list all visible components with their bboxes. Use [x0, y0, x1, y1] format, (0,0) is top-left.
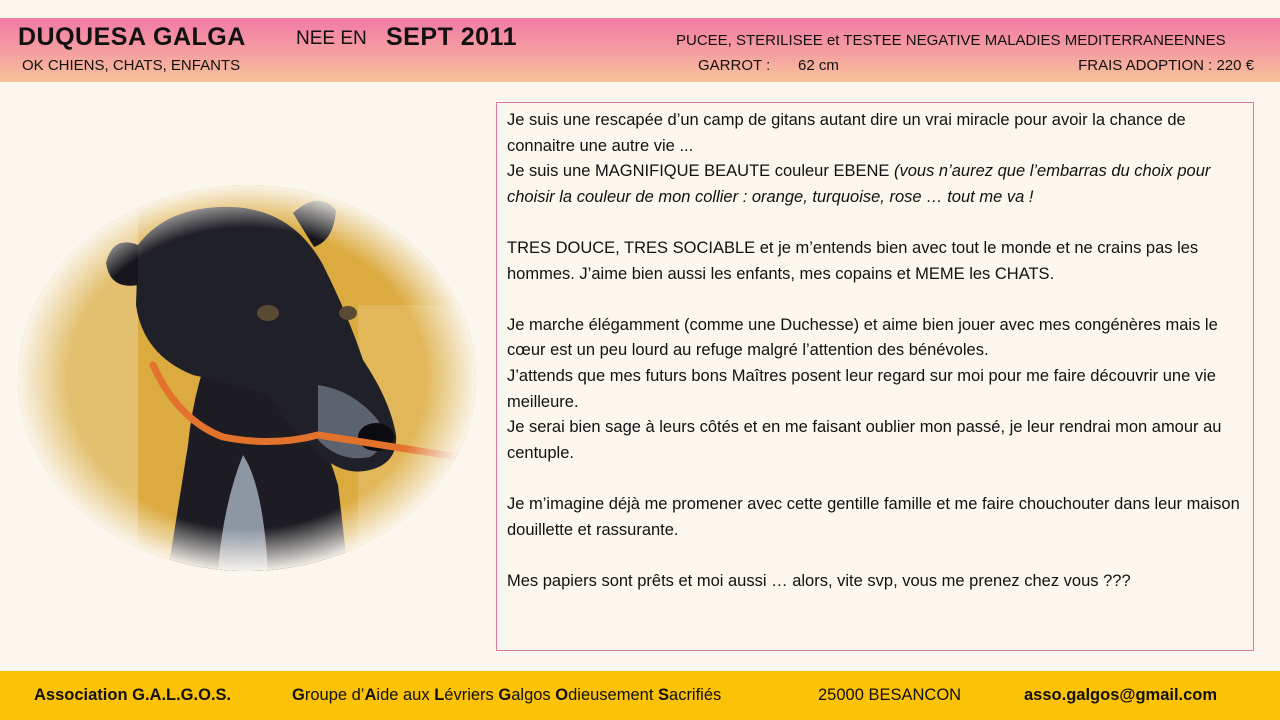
story-paragraph [507, 159, 1243, 210]
greyhound-illustration [18, 185, 476, 571]
acronym-word: évriers [444, 686, 499, 704]
footer-banner [0, 671, 1280, 720]
garrot-label: GARROT : [698, 57, 771, 74]
paragraph-gap [507, 210, 1243, 236]
paragraph-gap [507, 287, 1243, 313]
paragraph-gap [507, 466, 1243, 492]
story-paragraph: Je suis une rescapée d’un camp de gitans autant dire un vrai miracle pour avoir la chance de connaitre une autre vie ... [507, 111, 1186, 155]
acronym-word: acrifiés [669, 686, 722, 704]
story-box [496, 102, 1254, 651]
acronym-word: algos [511, 686, 556, 704]
city: 25000 BESANCON [818, 686, 962, 704]
garrot-value: 62 cm [798, 57, 839, 74]
story-paragraph: TRES DOUCE, TRES SOCIABLE et je m’entends bien avec tout le monde et ne crains pas les hommes. J’aime bien aussi les enfants, mes copains et MEME les CHATS. [507, 238, 1199, 283]
acronym-word: ide aux [376, 686, 435, 704]
story-paragraph: Mes papiers sont prêts et moi aussi … alors, vite svp, vous me prenez chez vous ??? [507, 571, 1131, 590]
acronym-initial: G [498, 686, 512, 704]
dog-photo [18, 185, 476, 571]
story-paragraph: J’attends que mes futurs bons Maîtres posent leur regard sur moi pour me faire découvrir une vie meilleure. [507, 366, 1216, 411]
birth-date: SEPT 2011 [386, 23, 517, 51]
story-paragraph: Je m’imagine déjà me promener avec cette gentille famille et me faire chouchouter dans leur maison douillette et rassurante. [507, 494, 1240, 539]
acronym-initial: G [292, 686, 305, 704]
health-status: PUCEE, STERILISEE et TESTEE NEGATIVE MALADIES MEDITERRANEENNES [676, 32, 1226, 49]
acronym-word: dieusement [568, 686, 658, 704]
acronym-word: roupe d’ [304, 686, 365, 704]
adoption-fees: FRAIS ADOPTION : 220 € [1078, 57, 1254, 74]
story-paragraph: Je marche élégamment (comme une Duchesse) et aime bien jouer avec mes congénères mais le cœur est un peu lourd au refuge malgré l’attention des bénévoles. [507, 315, 1218, 360]
acronym-initial: S [658, 686, 670, 704]
association-full-name [292, 686, 721, 705]
email-address: asso.galgos@gmail.com [1024, 686, 1218, 704]
acronym-initial: L [434, 686, 445, 704]
acronym-initial: O [555, 686, 569, 704]
paragraph-gap [507, 543, 1243, 569]
born-label: NEE EN [296, 28, 367, 49]
story-paragraph: Je serai bien sage à leurs côtés et en me faisant oublier mon passé, je leur rendrai mon amour au centuple. [507, 418, 1222, 462]
association-name: Association G.A.L.G.O.S. [34, 686, 232, 704]
dog-name: DUQUESA GALGA [18, 23, 246, 51]
compatibility: OK CHIENS, CHATS, ENFANTS [22, 57, 241, 74]
header-banner [0, 18, 1280, 82]
acronym-initial: A [364, 686, 377, 704]
story-italic-text: (vous n’aurez que l’embarras du choix pour choisir la couleur de mon collier : orange, turquoise, rose … tout me va ! [507, 162, 1211, 206]
story-text: Je suis une MAGNIFIQUE BEAUTE couleur EBENE [507, 162, 894, 181]
